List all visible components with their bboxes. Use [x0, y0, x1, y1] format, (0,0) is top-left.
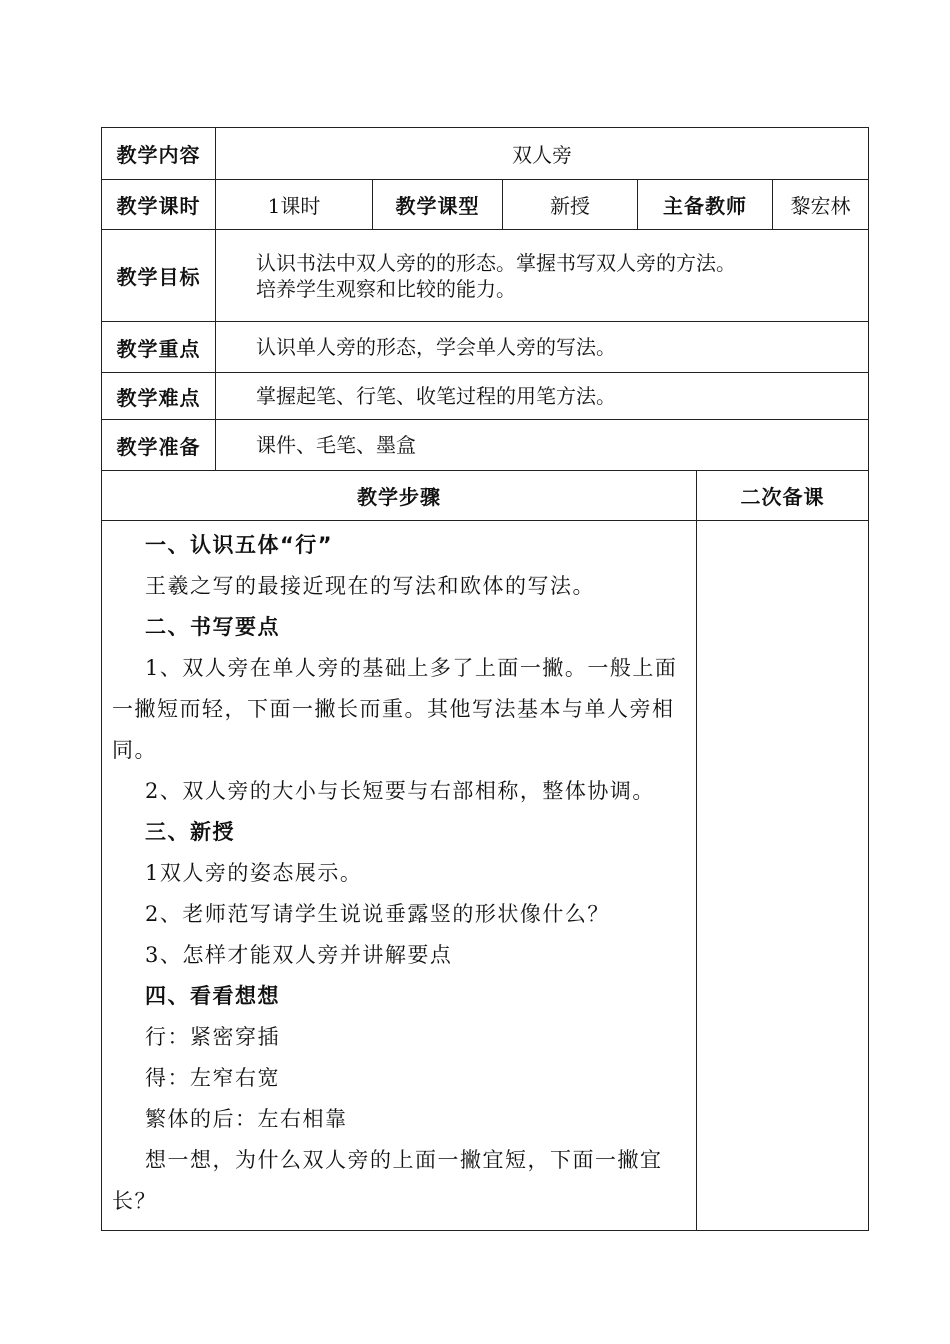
prep-value: 课件、毛笔、墨盒 — [216, 420, 869, 471]
difficulty-value: 掌握起笔、行笔、收笔过程的用笔方法。 — [216, 373, 869, 420]
steps-content — [102, 521, 697, 1231]
goal-line-1: 认识书法中双人旁的的形态。掌握书写双人旁的方法。 — [256, 250, 736, 275]
focus-label: 教学重点 — [102, 322, 216, 373]
section-2-title: 二、书写要点 — [145, 615, 280, 639]
row-period — [102, 180, 869, 230]
prep-label: 教学准备 — [102, 420, 216, 471]
section-1-text: 王羲之写的最接近现在的写法和欧体的写法。 — [145, 574, 595, 598]
second-prep-label: 二次备课 — [697, 471, 869, 521]
section-3-point-3: 3、怎样才能双人旁并讲解要点 — [145, 943, 453, 967]
row-goal — [102, 230, 869, 322]
teacher-value: 黎宏林 — [773, 180, 869, 230]
teacher-label: 主备教师 — [638, 180, 773, 230]
section-2-point-1: 1、双人旁在单人旁的基础上多了上面一撇。一般上面一撇短而轻，下面一撇长而重。其他写法基本与单人旁相同。 — [112, 656, 678, 762]
goal-value — [216, 230, 869, 322]
type-value: 新授 — [503, 180, 638, 230]
difficulty-label: 教学难点 — [102, 373, 216, 420]
lesson-plan-table — [101, 127, 869, 1231]
row-difficulty — [102, 373, 869, 420]
row-focus — [102, 322, 869, 373]
content-label: 教学内容 — [102, 128, 216, 180]
second-prep-area — [697, 521, 869, 1231]
section-2-point-2: 2、双人旁的大小与长短要与右部相称，整体协调。 — [145, 779, 655, 803]
row-prep — [102, 420, 869, 471]
goal-line-2: 培养学生观察和比较的能力。 — [256, 276, 516, 301]
section-4-point-3: 繁体的后：左右相靠 — [145, 1107, 348, 1131]
row-steps-body — [102, 521, 869, 1231]
content-value: 双人旁 — [216, 128, 869, 180]
section-1-title: 一、认识五体“行” — [145, 533, 334, 557]
section-3-point-2: 2、老师范写请学生说说垂露竖的形状像什么？ — [145, 902, 610, 926]
focus-value: 认识单人旁的形态，学会单人旁的写法。 — [216, 322, 869, 373]
steps-label: 教学步骤 — [102, 471, 697, 521]
section-3-title: 三、新授 — [145, 820, 235, 844]
section-4-point-1: 行：紧密穿插 — [145, 1025, 280, 1049]
section-4-title: 四、看看想想 — [145, 984, 280, 1008]
period-value: 1课时 — [216, 180, 373, 230]
period-label: 教学课时 — [102, 180, 216, 230]
section-4-point-2: 得：左窄右宽 — [145, 1066, 280, 1090]
section-3-point-1: 1双人旁的姿态展示。 — [145, 861, 363, 885]
goal-label: 教学目标 — [102, 230, 216, 322]
row-steps-header — [102, 471, 869, 521]
section-4-point-4: 想一想，为什么双人旁的上面一撇宜短，下面一撇宜长？ — [112, 1148, 663, 1213]
type-label: 教学课型 — [373, 180, 503, 230]
row-content — [102, 128, 869, 180]
